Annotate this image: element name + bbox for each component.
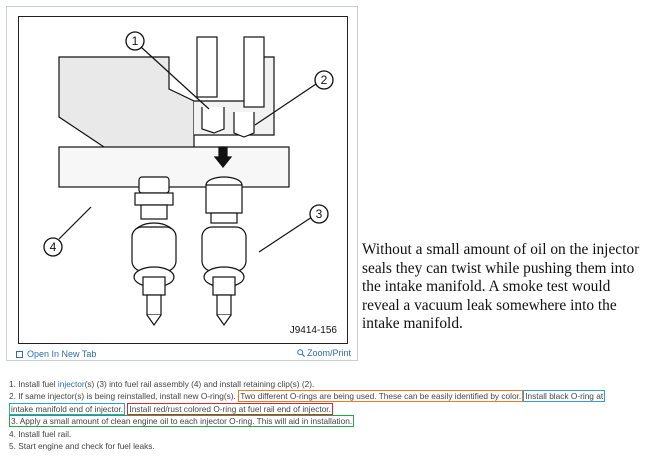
- step-1: [9, 378, 647, 390]
- orange-highlight-note: Two different O-rings are being used. These can be easily identified by color.: [240, 391, 522, 402]
- blue-highlight-note-a: Install black O-ring at: [525, 391, 604, 402]
- figure-toolbar: [7, 345, 357, 362]
- figure-id-label: J9414-156: [289, 325, 337, 336]
- zoom-print-label: Zoom/Print: [306, 348, 351, 358]
- step-3: [9, 415, 647, 427]
- blue-highlight-note-b: intake manifold end of injector.: [11, 403, 124, 414]
- instruction-steps: [9, 378, 647, 452]
- callout-1-label: 1: [131, 34, 139, 48]
- open-in-new-tab-label: Open In New Tab: [27, 349, 97, 359]
- callout-2-label: 2: [320, 73, 328, 87]
- callout-4-label: 4: [49, 240, 57, 254]
- callout-3-label: 3: [315, 207, 323, 221]
- magnifier-icon: [297, 349, 305, 357]
- injector-link[interactable]: injector: [57, 379, 85, 389]
- open-in-new-tab-link[interactable]: [16, 349, 96, 359]
- green-highlight-note: 3. Apply a small amount of clean engine oil to each injector O-ring. This will aid in installation.: [11, 416, 353, 427]
- step-2-text: 2. If same injector(s) is being reinstalled, install new O-ring(s).: [9, 391, 236, 402]
- step-5: 5. Start engine and check for fuel leaks.: [9, 441, 155, 452]
- new-tab-icon: [16, 351, 23, 358]
- injector-diagram: [18, 16, 348, 344]
- step-1-suffix: (s) (3) into fuel rail assembly (4) and install retaining clip(s) (2).: [84, 379, 315, 389]
- step-2: [9, 390, 647, 402]
- injector-illustration: [19, 17, 349, 345]
- step-1-prefix: 1. Install fuel: [9, 379, 58, 389]
- red-highlight-note: Install red/rust colored O-ring at fuel rail end of injector.: [129, 403, 331, 414]
- step-2-continued: [9, 403, 647, 415]
- zoom-print-link[interactable]: [297, 348, 351, 358]
- figure-panel: [6, 6, 358, 361]
- side-note: Without a small amount of oil on the injector seals they can twist while pushing them into the intake manifold. A smoke test would reveal a vacuum leak somewhere into the intake manifold.: [362, 241, 640, 332]
- step-4: 4. Install fuel rail.: [9, 428, 72, 439]
